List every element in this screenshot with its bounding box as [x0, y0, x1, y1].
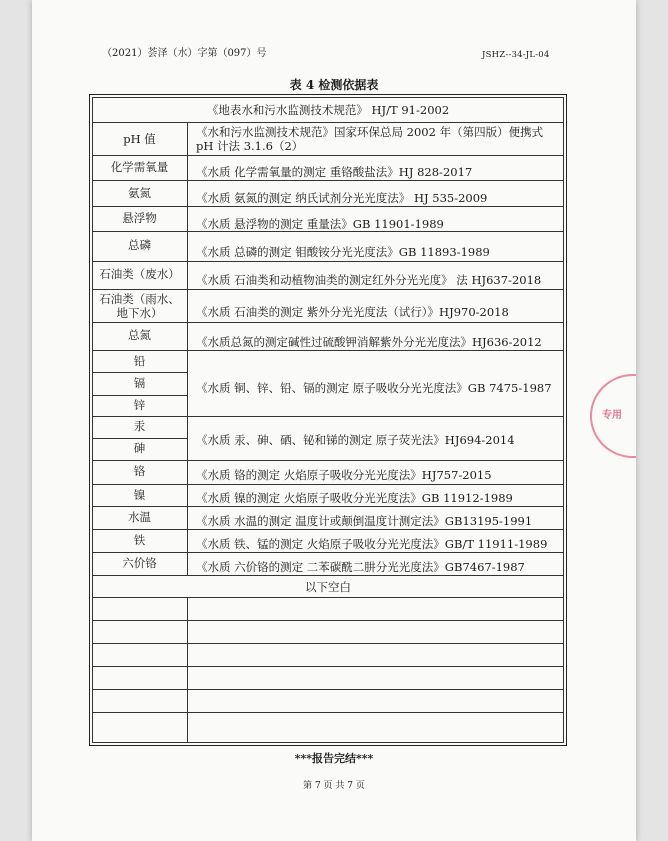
table-rule: [92, 416, 564, 417]
table-rule: [92, 506, 564, 507]
table-rule: [92, 122, 564, 123]
item-suspended-solids: 悬浮物: [122, 211, 157, 225]
table-rule: [92, 484, 564, 485]
method-mercury-arsenic: 《水质 汞、砷、硒、铋和锑的测定 原子荧光法》HJ694-2014: [196, 433, 515, 447]
item-ph: pH 值: [123, 132, 156, 146]
method-heavy-metals: 《水质 铜、锌、铅、镉的测定 原子吸收分光光度法》GB 7475-1987: [196, 381, 552, 395]
report-end-note: ***报告完结***: [294, 752, 374, 765]
method-petroleum-wastewater: 《水质 石油类和动植物油类的测定红外分光光度》 法 HJ637-2018: [196, 273, 542, 287]
item-arsenic: 砷: [133, 441, 146, 455]
document-number: （2021）荟泽（水）字第（097）号: [102, 48, 267, 59]
table-rule: [92, 575, 564, 576]
method-ammonia: 《水质 氨氮的测定 纳氏试剂分光光度法》 HJ 535-2009: [196, 191, 488, 205]
item-iron: 铁: [133, 533, 146, 547]
item-cadmium: 镉: [133, 376, 146, 390]
item-total-nitrogen: 总氮: [128, 328, 151, 342]
table-rule: [92, 643, 564, 644]
item-cod: 化学需氧量: [110, 160, 169, 174]
table-rule: [92, 689, 564, 690]
page-number: 第 7 页 共 7 页: [303, 781, 365, 791]
table-rule: [92, 155, 564, 156]
table-column-divider: [187, 122, 188, 575]
table-rule: [92, 350, 564, 351]
method-nickel: 《水质 镍的测定 火焰原子吸收分光光度法》GB 11912-1989: [196, 491, 513, 505]
table-rule: [92, 395, 187, 396]
form-code: JSHZ--34-JL-04: [482, 50, 550, 60]
item-chromium: 铬: [133, 464, 146, 478]
table-rule: [92, 620, 564, 621]
item-total-phosphorus: 总磷: [128, 238, 151, 252]
table-rule: [92, 289, 564, 290]
seal-text: 专用: [602, 410, 622, 421]
method-petroleum-rain: 《水质 石油类的测定 紫外分光光度法（试行）》HJ970-2018: [196, 305, 509, 319]
method-cod: 《水质 化学需氧量的测定 重铬酸盐法》HJ 828-2017: [196, 165, 473, 179]
method-total-nitrogen: 《水质总氮的测定碱性过硫酸钾消解紫外分光光度法》HJ636-2012: [196, 335, 542, 349]
method-hexavalent-chromium: 《水质 六价铬的测定 二苯碳酰二肼分光光度法》GB7467-1987: [196, 560, 525, 574]
seal-stamp: [590, 374, 636, 458]
item-zinc: 锌: [133, 398, 146, 412]
table-rule: [92, 322, 564, 323]
table-rule: [92, 712, 564, 713]
spec-row: 《地表水和污水监测技术规范》 HJ/T 91-2002: [206, 103, 450, 117]
item-nickel: 镍: [133, 488, 146, 502]
table-column-divider: [187, 597, 188, 743]
table-rule: [92, 261, 564, 262]
table-rule: [92, 529, 564, 530]
method-ph: 《水和污水监测技术规范》国家环保总局 2002 年（第四版）便携式 pH 计法 3.1.6（2）: [196, 125, 544, 153]
item-petroleum-rain-line2: 地下水）: [116, 306, 163, 320]
blank-note: 以下空白: [305, 580, 351, 594]
method-iron: 《水质 铁、锰的测定 火焰原子吸收分光光度法》GB/T 11911-1989: [196, 537, 548, 551]
item-water-temperature: 水温: [128, 510, 151, 524]
item-petroleum-wastewater: 石油类（废水）: [99, 267, 180, 281]
table-rule: [92, 372, 187, 373]
table-rule: [92, 597, 564, 598]
table-caption: 表 4 检测依据表: [289, 78, 379, 92]
item-petroleum-rain-line1: 石油类（雨水、: [99, 292, 180, 306]
method-total-phosphorus: 《水质 总磷的测定 钼酸铵分光光度法》GB 11893-1989: [196, 245, 490, 259]
method-chromium: 《水质 铬的测定 火焰原子吸收分光光度法》HJ757-2015: [196, 468, 492, 482]
table-rule: [92, 438, 187, 439]
method-suspended-solids: 《水质 悬浮物的测定 重量法》GB 11901-1989: [196, 217, 444, 231]
item-lead: 铅: [133, 354, 146, 368]
table-rule: [92, 180, 564, 181]
item-ammonia: 氨氮: [128, 186, 151, 200]
table-rule: [92, 206, 564, 207]
table-rule: [92, 231, 564, 232]
method-water-temperature: 《水质 水温的测定 温度计或颠倒温度计测定法》GB13195-1991: [196, 514, 533, 528]
table-rule: [92, 460, 564, 461]
table-rule: [92, 552, 564, 553]
item-hexavalent-chromium: 六价铬: [122, 556, 157, 570]
table-rule: [92, 666, 564, 667]
item-mercury: 汞: [133, 419, 146, 433]
